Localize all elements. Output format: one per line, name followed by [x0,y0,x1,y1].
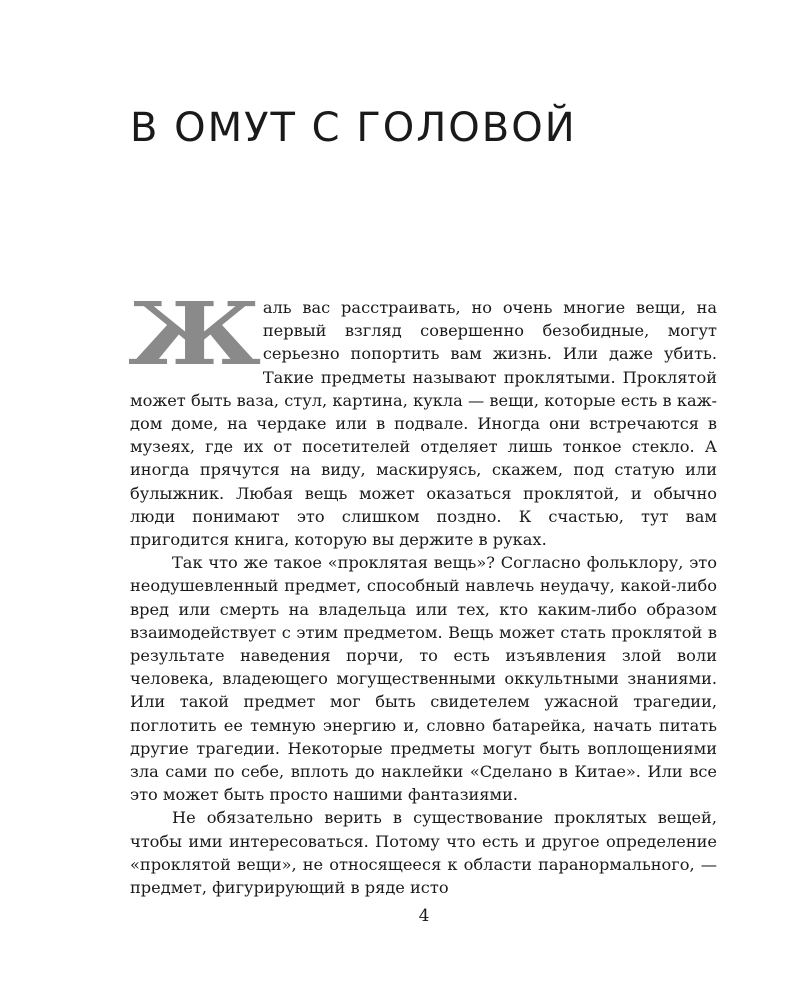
paragraph-3: Не обязательно верить в существование проклятых вещей, чтобы ими интересоваться. Потому что есть и другое определение «проклятой вещи», не относящееся к области паранормального, — предмет, фигурирующий в ряде исто [130,808,717,898]
drop-cap-letter: Ж [128,284,262,385]
paragraph-1 [128,284,717,551]
page-number: 4 [418,906,430,926]
body-text [128,284,717,899]
paragraph-1-text: аль вас расстраивать, но очень многие вещи, на первый взгляд совершенно безобидные, могут серьезно попортить вам жизнь. Или даже убить. Такие предметы называют проклятыми. Проклятой может быть ваза, стул, картина, кукла — вещи, которые есть в каждом доме, на чердаке или в подвале. Иногда они встречаются в музеях, где их от посетителей отделяет лишь тонкое стекло. А иногда прячутся на виду, маскируясь, скажем, под статую или булыжник. Любая вещь может оказаться проклятой, и обычно люди понимают это слишком поздно. К счастью, тут вам пригодится книга, которую вы держите в руках. [130,298,717,550]
paragraph-2: Так что же такое «проклятая вещь»? Согласно фольклору, это неодушевленный предмет, способный навлечь неудачу, какой-либо вред или смерть на владельца или тех, кто каким-либо образом взаимодействует с этим предметом. Вещь может стать проклятой в результате наведения порчи, то есть изъявления злой воли человека, владеющего могущественными оккультными знаниями. Или такой предмет мог быть свидетелем ужасной трагедии, поглотить ее темную энергию и, словно батарейка, начать питать другие трагедии. Некоторые предметы могут быть воплощениями зла сами по себе, вплоть до наклейки «Сделано в Китае». Или все это может быть просто нашими фантазиями. [130,553,717,805]
chapter-title: В ОМУТ С ГОЛОВОЙ [130,105,577,151]
